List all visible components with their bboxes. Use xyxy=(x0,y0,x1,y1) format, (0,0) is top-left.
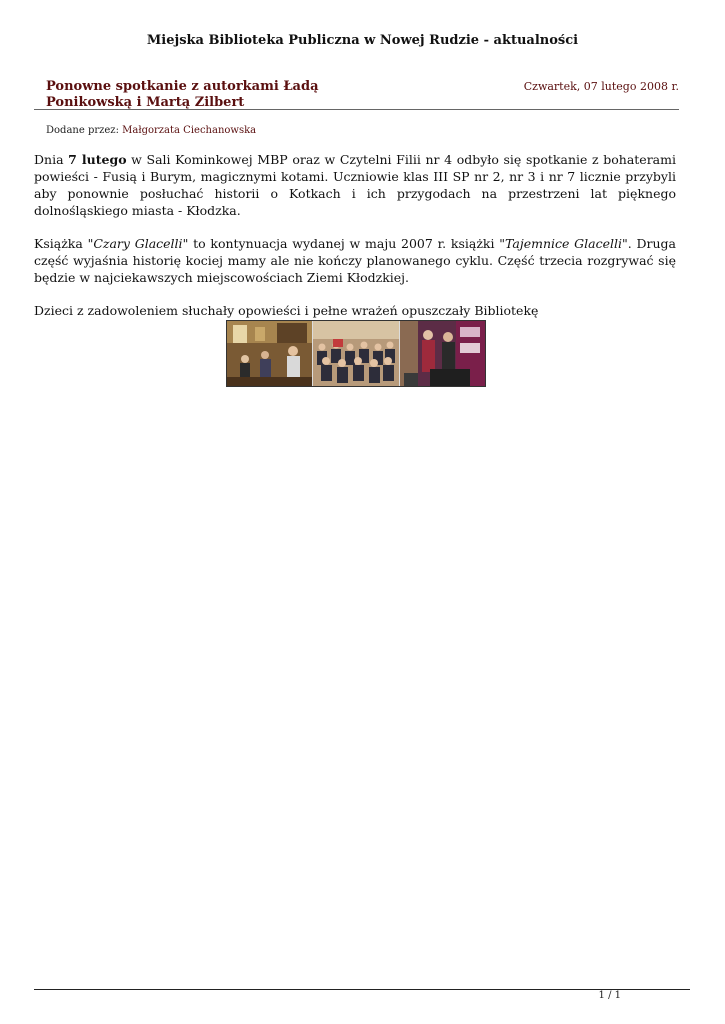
photo-audience[interactable] xyxy=(312,321,399,386)
paragraph-3: Dzieci z zadowoleniem słuchały opowieści i pełne wrażeń opuszczały Bibliotekę xyxy=(34,303,539,318)
article-body xyxy=(34,151,676,335)
page-number: 1 / 1 xyxy=(598,990,621,1001)
p1-text-b: w Sali Kominkowej MBP oraz w Czytelni Filii nr 4 odbyło się spotkanie z bohaterami powieści - Fusią i Burym, magicznymi kotami. Uczniowie klas III SP nr 2, nr 3 i nr 7 licznie przybyli aby ponownie posłuchać historii o Kotkach i ich przygodach na przestrzeni lat pięknego dolnośląskiego miasta - Kłodzka. xyxy=(34,152,676,218)
site-title: Miejska Biblioteka Publiczna w Nowej Rudzie - aktualności xyxy=(146,33,579,48)
p2-text-c: ". Druga część wyjaśnia historię kociej mamy ale nie kończy planowanego cyklu. Część trzecia rozgrywać się będzie w najciekawszych miejscowościach Ziemi Kłodzkiej. xyxy=(34,236,676,285)
author-name[interactable]: Małgorzata Ciechanowska xyxy=(122,125,257,136)
byline-label: Dodane przez: xyxy=(46,125,119,136)
title-divider xyxy=(34,109,679,110)
p2-text-b: " to kontynuacja wydanej w maju 2007 r. książki " xyxy=(182,236,506,251)
p1-text-a: Dnia xyxy=(34,152,69,167)
p1-date-bold: 7 lutego xyxy=(68,152,127,167)
photo-authors[interactable] xyxy=(399,321,485,386)
paragraph-2 xyxy=(34,235,676,286)
byline xyxy=(46,125,256,136)
photo-reading-room[interactable] xyxy=(227,321,312,386)
book-title-2: Tajemnice Glacelli xyxy=(505,236,622,251)
book-title-1: Czary Glacelli xyxy=(93,236,183,251)
photo-strip[interactable] xyxy=(226,320,486,387)
article-date: Czwartek, 07 lutego 2008 r. xyxy=(523,80,679,93)
paragraph-1 xyxy=(34,151,676,219)
article-title[interactable]: Ponowne spotkanie z autorkami Ładą Ponikowską i Martą Zilbert xyxy=(46,79,319,110)
p2-text-a: Książka " xyxy=(34,236,94,251)
footer-divider xyxy=(34,989,690,990)
